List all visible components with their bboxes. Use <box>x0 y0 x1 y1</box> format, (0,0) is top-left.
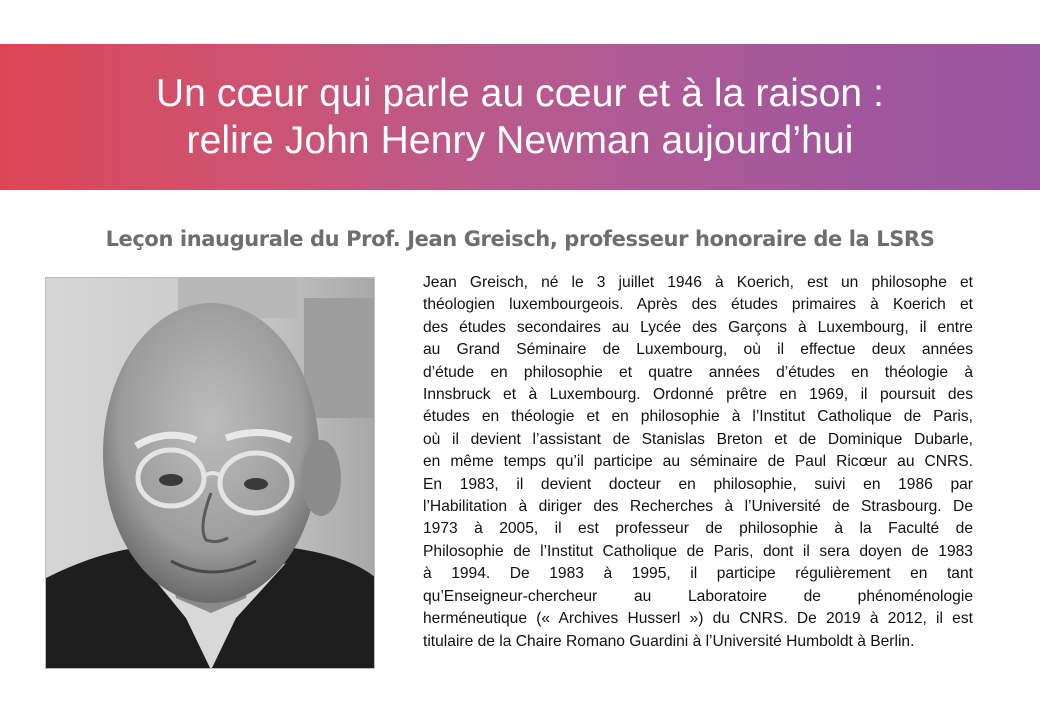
bio-line: En 1983, il devient docteur en philosophie, suivi en 1986 par <box>423 475 973 493</box>
bio-line: l’Habilitation à diriger des Recherches à l’Université de Strasbourg. De <box>423 498 973 516</box>
title-line-2: relire John Henry Newman aujourd’hui <box>186 119 854 162</box>
title-line-1: Un cœur qui parle au cœur et à la raison : <box>155 72 885 115</box>
bio-line: Philosophie de l’Institut Catholique de Paris, dont il sera doyen de 1983 <box>423 542 973 560</box>
bio-line: titulaire de la Chaire Romano Guardini à l’Université Humboldt à Berlin. <box>423 632 915 650</box>
bio-line: d’étude en philosophie et quatre années d’études en théologie à <box>423 363 973 381</box>
portrait-image <box>46 278 375 669</box>
bio-line: Jean Greisch, né le 3 juillet 1946 à Koerich, est un philosophe et <box>423 274 973 291</box>
bio-line: herméneutique (« Archives Husserl ») du CNRS. De 2019 à 2012, il est <box>423 610 973 628</box>
lecture-subtitle: Leçon inaugurale du Prof. Jean Greisch, professeur honoraire de la LSRS <box>105 227 935 251</box>
bio-line: en même temps qu’il participe au séminaire de Paul Ricœur au CNRS. <box>423 453 973 471</box>
title-banner <box>0 44 1040 190</box>
bio-line: théologien luxembourgeois. Après des études primaires à Koerich et <box>423 296 973 314</box>
bio-line: des études secondaires au Lycée des Garçons à Luxembourg, il entre <box>423 318 973 336</box>
bio-line: qu’Enseigneur-chercheur au Laboratoire de phénoménologie <box>423 587 973 605</box>
bio-line: à 1994. De 1983 à 1995, il participe régulièrement en tant <box>423 565 973 583</box>
bio-line: Innsbruck et à Luxembourg. Ordonné prêtre en 1969, il poursuit des <box>423 386 973 404</box>
bio-line: où il devient l’assistant de Stanislas Breton et de Dominique Dubarle, <box>423 430 973 448</box>
bio-line: 1973 à 2005, il est professeur de philosophie à la Faculté de <box>423 520 973 538</box>
bio-line: au Grand Séminaire de Luxembourg, où il effectue deux années <box>423 341 973 359</box>
biography-text <box>423 272 973 653</box>
portrait-photo <box>45 277 375 669</box>
bio-line: études en théologie et en philosophie à l’Institut Catholique de Paris, <box>423 408 973 426</box>
